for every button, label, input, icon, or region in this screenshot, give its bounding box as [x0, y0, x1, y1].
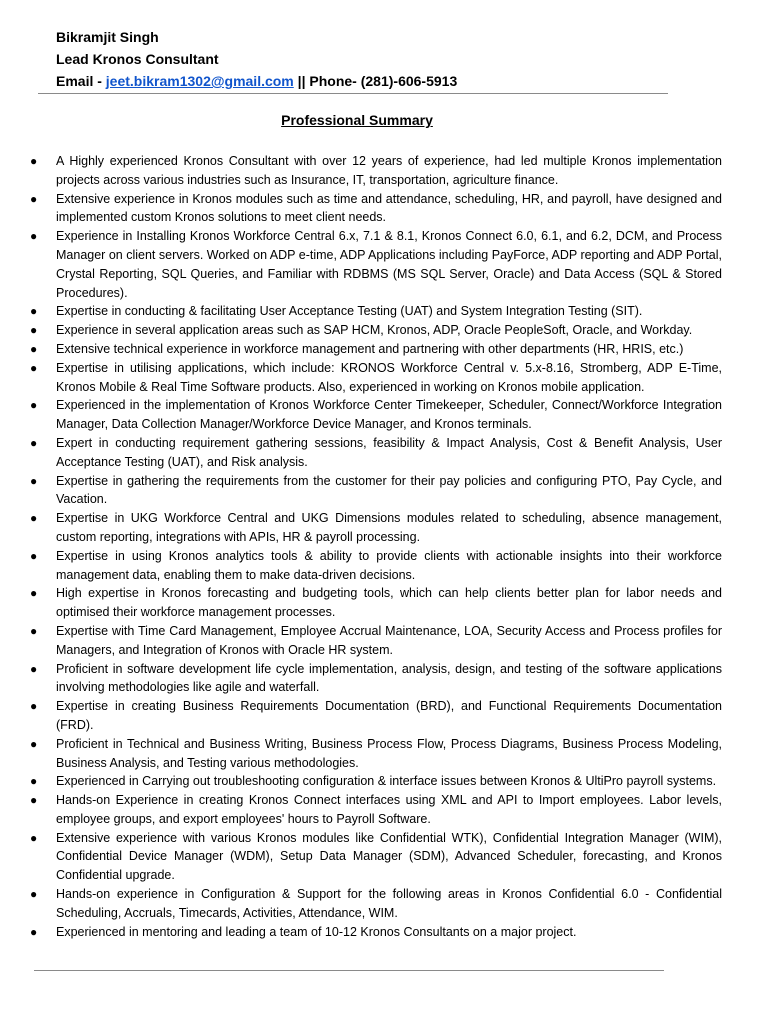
bullet-icon: ●	[30, 341, 38, 356]
email-link[interactable]: jeet.bikram1302@gmail.com	[105, 73, 294, 89]
summary-item-text: Expertise with Time Card Management, Employee Accrual Maintenance, LOA, Security Access and Process profiles for Managers, and Integration of Kronos with Oracle HR system.	[56, 623, 722, 657]
bullet-icon: ●	[30, 830, 38, 845]
bullet-icon: ●	[30, 793, 38, 808]
summary-item-text: Expertise in gathering the requirements from the customer for their pay policies and configuring PTO, Pay Cycle, and Vacation.	[56, 473, 722, 507]
summary-item	[30, 321, 722, 340]
section-heading-professional-summary: Professional Summary	[281, 112, 433, 128]
bullet-icon: ●	[30, 774, 38, 789]
summary-item	[30, 434, 722, 472]
summary-item	[30, 885, 722, 923]
contact-separator: ||	[293, 73, 310, 89]
summary-item	[30, 622, 722, 660]
candidate-name: Bikramjit Singh	[56, 29, 159, 45]
candidate-title: Lead Kronos Consultant	[56, 51, 219, 67]
summary-item-text: Experience in Installing Kronos Workforce Central 6.x, 7.1 & 8.1, Kronos Connect 6.0, 6.1, and 6.2, DCM, and Process Manager on client servers. Worked on ADP e-time, ADP Applications including PayForce, ADP reporting and ADP Portal, Crystal Reporting, SQL Queries, and Familiar with RDBMS (MS SQL Server, Oracle) and Data Access (SQL & Stored Procedures).	[56, 229, 722, 300]
bullet-icon: ●	[30, 473, 38, 488]
email-label: Email -	[56, 73, 106, 89]
bullet-icon: ●	[30, 661, 38, 676]
summary-item	[30, 735, 722, 773]
summary-item-text: Experienced in mentoring and leading a team of 10-12 Kronos Consultants on a major project.	[56, 924, 577, 939]
phone-number: Phone- (281)-606-5913	[309, 73, 458, 89]
header-divider	[38, 93, 668, 94]
summary-item-text: A Highly experienced Kronos Consultant with over 12 years of experience, had led multiple Kronos implementation projects across various industries such as Insurance, IT, transportation, agriculture finance.	[56, 154, 722, 187]
bullet-icon: ●	[30, 360, 38, 375]
summary-item-text: Expertise in using Kronos analytics tools & ability to provide clients with actionable insights into their workforce management data, enabling them to make data-driven decisions.	[56, 548, 722, 582]
bullet-icon: ●	[30, 304, 38, 319]
summary-item	[30, 547, 722, 585]
professional-summary-list	[30, 152, 722, 941]
summary-item	[30, 227, 722, 302]
summary-item	[30, 340, 722, 359]
bullet-icon: ●	[30, 191, 38, 206]
summary-item	[30, 396, 722, 434]
bullet-icon: ●	[30, 398, 38, 413]
bullet-icon: ●	[30, 154, 38, 168]
bullet-icon: ●	[30, 511, 38, 526]
summary-item	[30, 584, 722, 622]
bullet-icon: ●	[30, 435, 38, 450]
resume-header	[56, 26, 457, 92]
summary-item	[30, 190, 722, 228]
summary-item	[30, 697, 722, 735]
summary-item-text: Experienced in Carrying out troubleshooting configuration & interface issues between Kronos & UltiPro payroll systems.	[56, 774, 717, 789]
summary-item-text: Hands-on Experience in creating Kronos Connect interfaces using XML and API to Import employees. Labor levels, employee groups, and export employees' hours to Payroll Software.	[56, 793, 722, 826]
summary-item-text: Extensive experience in Kronos modules such as time and attendance, scheduling, HR, and payroll, have designed and implemented custom Kronos solutions to meet client needs.	[56, 191, 722, 225]
bullet-icon: ●	[30, 924, 38, 939]
summary-item	[30, 359, 722, 397]
summary-item-text: Expertise in UKG Workforce Central and UKG Dimensions modules related to scheduling, absence management, custom reporting, integrations with APIs, HR & payroll processing.	[56, 511, 722, 544]
bullet-icon: ●	[30, 623, 38, 638]
summary-item-text: Expert in conducting requirement gathering sessions, feasibility & Impact Analysis, Cost & Benefit Analysis, User Acceptance Testing (UAT), and Risk analysis.	[56, 435, 722, 469]
summary-item-text: Proficient in Technical and Business Writing, Business Process Flow, Process Diagrams, Business Process Modeling, Business Analysis, and Testing various methodologies.	[56, 736, 722, 770]
bullet-icon: ●	[30, 887, 38, 902]
summary-item	[30, 152, 722, 190]
summary-item-text: Expertise in conducting & facilitating User Acceptance Testing (UAT) and System Integration Testing (SIT).	[56, 304, 643, 319]
summary-item-text: Proficient in software development life cycle implementation, analysis, design, and testing of the software applications involving methodologies like agile and waterfall.	[56, 661, 722, 695]
bullet-icon: ●	[30, 699, 38, 714]
bullet-icon: ●	[30, 229, 38, 244]
summary-item	[30, 829, 722, 885]
summary-item-text: Hands-on experience in Configuration & Support for the following areas in Kronos Confidential 6.0 - Confidential Scheduling, Accruals, Timecards, Activities, Attendance, WIM.	[56, 887, 722, 920]
summary-item	[30, 660, 722, 698]
summary-item	[30, 472, 722, 510]
bullet-icon: ●	[30, 323, 38, 338]
summary-item-text: Expertise in creating Business Requirements Documentation (BRD), and Functional Requirements Documentation (FRD).	[56, 699, 722, 732]
bullet-icon: ●	[30, 736, 38, 751]
summary-item-text: High expertise in Kronos forecasting and budgeting tools, which can help clients better plan for labor needs and optimised their workforce management processes.	[56, 586, 722, 620]
summary-item-text: Extensive technical experience in workforce management and partnering with other departments (HR, HRIS, etc.)	[56, 341, 684, 356]
summary-item-text: Experience in several application areas such as SAP HCM, Kronos, ADP, Oracle PeopleSoft, Oracle, and Workday.	[56, 323, 693, 338]
summary-item-text: Experienced in the implementation of Kronos Workforce Center Timekeeper, Scheduler, Connect/Workforce Integration Manager, Data Collection Manager/Workforce Device Manager, and Kronos terminals.	[56, 398, 722, 432]
summary-item	[30, 772, 722, 791]
summary-item	[30, 923, 722, 942]
summary-item	[30, 791, 722, 829]
summary-item-text: Expertise in utilising applications, which include: KRONOS Workforce Central v. 5.x-8.16, Stromberg, ADP E-Time, Kronos Mobile & Real Time Software products. Also, experienced in working on Kronos mobile application.	[56, 360, 722, 394]
summary-item-text: Extensive experience with various Kronos modules like Confidential WTK), Confidential Integration Manager (WIM), Confidential Device Manager (WDM), Setup Data Manager (SDM), Advanced Scheduler, forecasting, and Kronos Confidential upgrade.	[56, 830, 722, 883]
summary-item	[30, 509, 722, 547]
contact-line	[56, 70, 457, 92]
footer-divider	[34, 970, 664, 971]
bullet-icon: ●	[30, 586, 38, 601]
bullet-icon: ●	[30, 548, 38, 563]
summary-item	[30, 302, 722, 321]
